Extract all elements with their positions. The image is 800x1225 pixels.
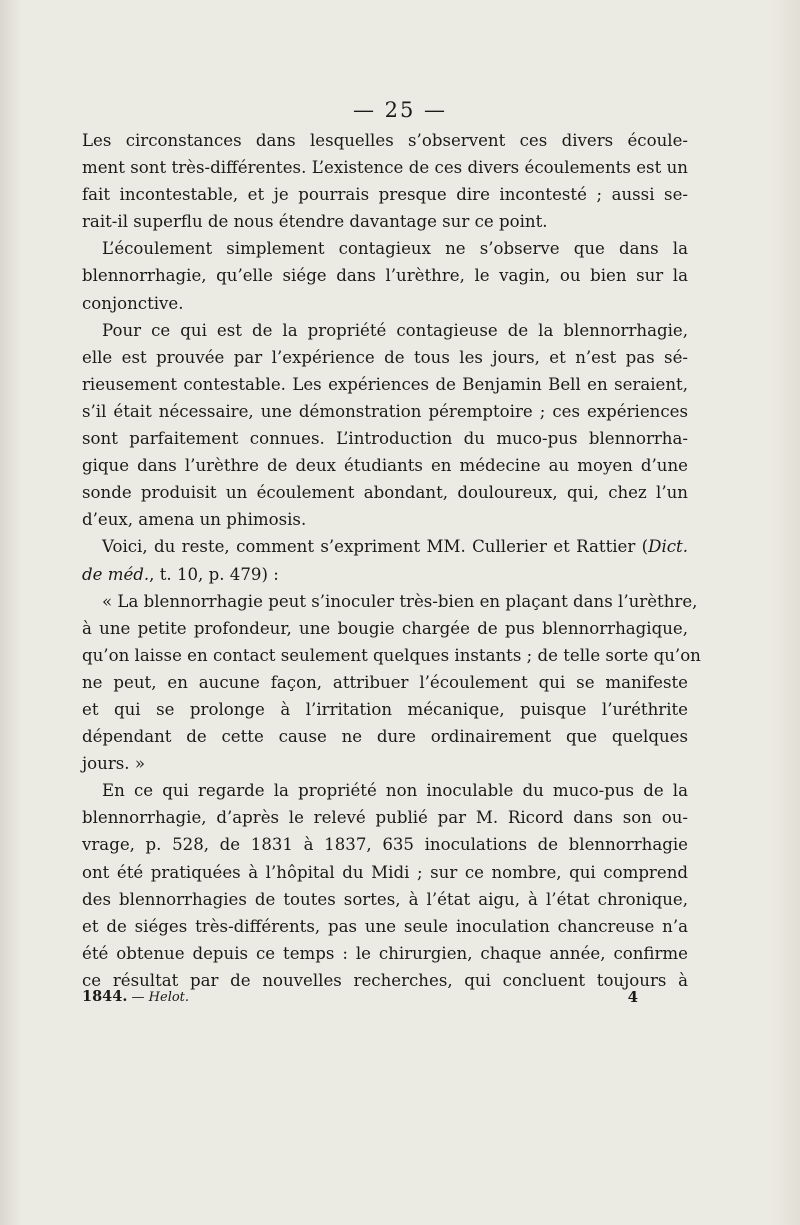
body-text [82, 127, 701, 994]
text-line: et de siéges très-différents, pas une seule inoculation chancreuse n’a [82, 916, 688, 936]
citation-italic: Dict. [648, 537, 688, 557]
text-line: elle est prouvée par l’expérience de tous les jours, et n’est pas sé- [82, 347, 688, 367]
text-line: ce résultat par de nouvelles recherches, qui concluent toujours à [82, 970, 688, 990]
text-line: « La blennorrhagie peut s’inoculer très-bien en plaçant dans l’urèthre, [102, 591, 698, 611]
text-line: conjonctive. [82, 293, 184, 313]
text-line: gique dans l’urèthre de deux étudiants en médecine au moyen d’une [82, 456, 688, 476]
text-line: été obtenue depuis ce temps : le chirurgien, chaque année, confirme [82, 943, 688, 963]
text-line: sont parfaitement connues. L’introduction du muco-pus blennorrha- [82, 429, 688, 449]
text-run: , t. 10, p. 479) : [149, 564, 279, 584]
text-line: sonde produisit un écoulement abondant, douloureux, qui, chez l’un [82, 483, 688, 503]
signature-name: — Helot. [127, 990, 190, 1005]
text-line: ment sont très-différentes. L’existence de ces divers écoulements est un [82, 158, 688, 178]
text-line: rieusement contestable. Les expériences de Benjamin Bell en seraient, [82, 374, 688, 394]
text-line: fait incontestable, et je pourrais presque dire incontesté ; aussi se- [82, 185, 688, 205]
text-line: Pour ce qui est de la propriété contagieuse de la blennorrhagie, [102, 320, 688, 340]
text-line: s’il était nécessaire, une démonstration péremptoire ; ces expériences [82, 401, 688, 421]
text-line: ont été pratiquées à l’hôpital du Midi ; sur ce nombre, qui comprend [82, 862, 688, 882]
text-line: vrage, p. 528, de 1831 à 1837, 635 inoculations de blennorrhagie [82, 835, 688, 855]
printer-signature [82, 988, 189, 1005]
text-run: Voici, du reste, comment s’expriment MM. Cullerier et Rattier ( [102, 537, 649, 557]
sheet-number: 4 [627, 988, 638, 1006]
text-line: d’eux, amena un phimosis. [82, 510, 307, 530]
page-footer [82, 988, 638, 1006]
signature-number: 1844. [82, 988, 128, 1005]
citation-italic: de méd. [82, 564, 150, 584]
text-line: qu’on laisse en contact seulement quelques instants ; de telle sorte qu’on [82, 645, 701, 665]
text-line: ne peut, en aucune façon, attribuer l’écoulement qui se manifeste [82, 672, 688, 692]
text-line: rait-il superflu de nous étendre davantage sur ce point. [82, 212, 548, 232]
text-line: blennorrhagie, qu’elle siége dans l’urèthre, le vagin, ou bien sur la [82, 266, 688, 286]
text-line: En ce qui regarde la propriété non inoculable du muco-pus de la [102, 781, 688, 801]
page-number: — 25 — [352, 98, 448, 122]
text-line: des blennorrhagies de toutes sortes, à l’état aigu, à l’état chronique, [82, 889, 688, 909]
text-line: et qui se prolonge à l’irritation mécanique, puisque l’uréthrite [82, 699, 688, 719]
text-line: blennorrhagie, d’après le relevé publié par M. Ricord dans son ou- [82, 808, 688, 828]
text-line [82, 561, 688, 588]
text-line: à une petite profondeur, une bougie chargée de pus blennorrhagique, [82, 618, 688, 638]
text-line: dépendant de cette cause ne dure ordinairement que quelques [82, 727, 688, 747]
text-line: jours. » [82, 754, 145, 774]
text-line: Les circonstances dans lesquelles s’observent ces divers écoule- [82, 131, 688, 150]
text-line [82, 533, 688, 560]
text-line: L’écoulement simplement contagieux ne s’observe que dans la [102, 239, 688, 259]
